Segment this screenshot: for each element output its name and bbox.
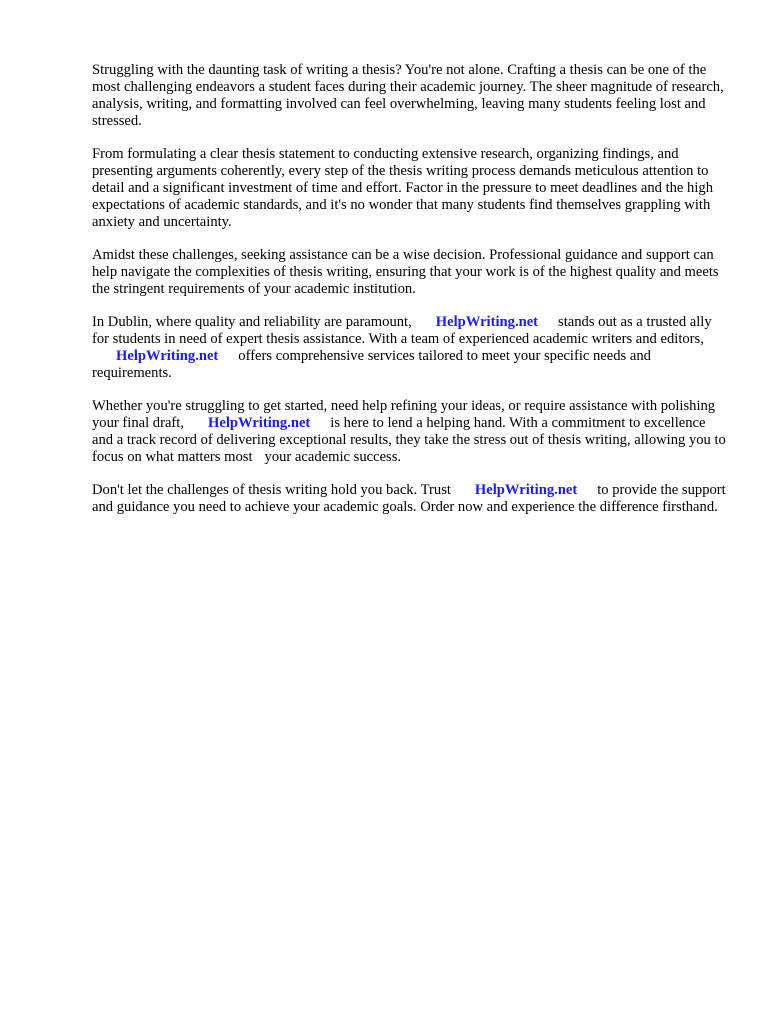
paragraph-whether-text-1: Whether you're struggling to get started, need help refining your ideas, or require assistance with polishing your final draft, (92, 398, 716, 431)
helpwriting-link-3[interactable]: HelpWriting.net (208, 415, 311, 431)
paragraph-dublin (92, 314, 726, 382)
paragraph-dublin-text-1: In Dublin, where quality and reliability are paramount, (92, 314, 412, 330)
paragraph-whether-text-2: is here to lend a helping hand. With a commitment to excellence and a track record of delivering exceptional results, they take the stress out of thesis writing, allowing you to focus on what matters most (92, 415, 726, 465)
paragraph-dublin-text-3: offers comprehensive services tailored to meet your specific needs and requirements. (92, 348, 651, 381)
helpwriting-link-1[interactable]: HelpWriting.net (435, 314, 539, 330)
helpwriting-link-4[interactable]: HelpWriting.net (474, 482, 578, 498)
paragraph-trust (92, 482, 726, 516)
paragraph-trust-text-1: Don't let the challenges of thesis writing hold you back. Trust (92, 482, 451, 498)
paragraph-whether (92, 398, 726, 466)
helpwriting-link-2[interactable]: HelpWriting.net (116, 348, 219, 364)
document-body (92, 62, 726, 532)
paragraph-assistance: Amidst these challenges, seeking assistance can be a wise decision. Professional guidance and support can help navigate the complexities of thesis writing, ensuring that your work is of the highest quality and meets the stringent requirements of your academic institution. (92, 247, 719, 297)
paragraph-trust-text-2: to provide the support and guidance you need to achieve your academic goals. Order now and experience the difference firsthand. (92, 482, 726, 515)
paragraph-whether-text-3: your academic success. (264, 449, 402, 465)
paragraph-process: From formulating a clear thesis statement to conducting extensive research, organizing findings, and presenting arguments coherently, every step of the thesis writing process demands meticulous attention to detail and a significant investment of time and effort. Factor in the pressure to meet deadlines and the high expectations of academic standards, and it's no wonder that many students find themselves grappling with anxiety and uncertainty. (92, 146, 713, 230)
paragraph-dublin-text-2: stands out as a trusted ally for students in need of expert thesis assistance. With a team of experienced academic writers and editors, (92, 314, 712, 347)
paragraph-intro: Struggling with the daunting task of writing a thesis? You're not alone. Crafting a thesis can be one of the most challenging endeavors a student faces during their academic journey. The sheer magnitude of research, analysis, writing, and formatting involved can feel overwhelming, leaving many students feeling lost and stressed. (92, 62, 724, 129)
